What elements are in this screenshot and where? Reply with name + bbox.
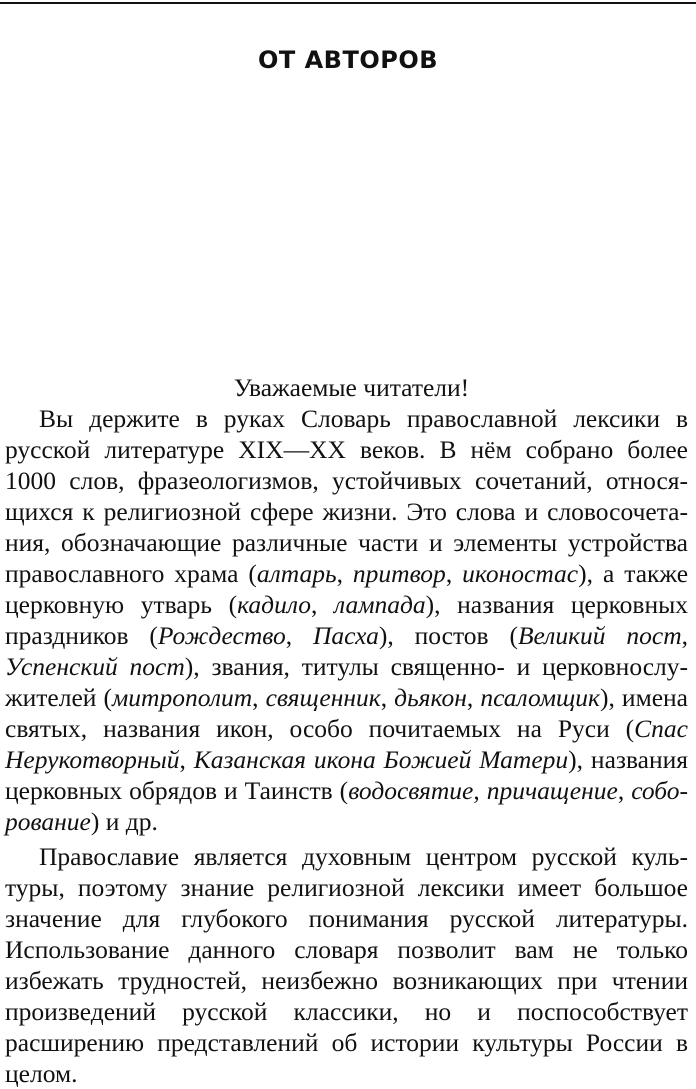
term: алтарь — [256, 559, 337, 588]
term: псаломщик — [480, 683, 600, 712]
text-run: ), звания, титулы священно- и церковнослужителей ( — [5, 652, 688, 712]
body-text — [5, 372, 688, 1089]
text-run: , — [681, 621, 688, 650]
term: кадило — [237, 590, 311, 619]
text-run: , — [466, 683, 481, 712]
text-run: , — [445, 559, 463, 588]
term: водосвятие — [348, 776, 474, 805]
term: причащение — [486, 776, 618, 805]
text-run: ), постов ( — [378, 621, 518, 650]
term: Спас Нерукотворный — [5, 714, 688, 774]
term: притвор — [352, 559, 446, 588]
term: Пасха — [313, 621, 379, 650]
term: митрополит — [112, 683, 253, 712]
text-run: ), имена святых, названия икон, особо почитаемых на Руси ( — [5, 683, 688, 743]
text-run: , — [311, 590, 335, 619]
page-title: ОТ АВТОРОВ — [257, 46, 439, 74]
text-run: , — [252, 683, 266, 712]
text-run: , — [617, 776, 632, 805]
term: лампада — [334, 590, 426, 619]
text-run: , — [380, 683, 395, 712]
text-run: , — [473, 776, 487, 805]
term: дьякон — [394, 683, 467, 712]
text-run: , — [179, 745, 194, 774]
term: священник — [265, 683, 381, 712]
term: Великий пост — [517, 621, 682, 650]
paragraph-1 — [5, 403, 688, 837]
top-rule — [0, 2, 696, 4]
text-run: ), названия церковных обрядов и Таинств ( — [5, 745, 689, 805]
term: соборование — [5, 776, 689, 836]
text-run: ), а также церковную утварь ( — [5, 559, 689, 619]
term: Успенский пост — [5, 652, 185, 681]
term: иконостас — [462, 559, 579, 588]
text-run: , — [336, 559, 353, 588]
text-run: ), названия церковных праздников ( — [5, 590, 689, 650]
paragraph-2: Православие является духовным центром русской культуры, поэтому знание религиозной лексики имеет большое значение для глубокого понимания русской литературы. Использование данного словаря позволит вам не только избежать трудностей, неизбежно возникающих при чтении произведений русской классики, но и поспособствует расширению представлений об истории культуры России в целом. — [5, 842, 688, 1088]
term: Казанская икона Божией Матери — [193, 745, 569, 774]
term: Рождество — [157, 621, 286, 650]
text-run: Вы держите в руках Словарь православной лексики в русской литературе XIX—XX веков. В нём собрано более 1000 слов, фразеологизмов, устойчивых сочетаний, относящихся к религиозной сфере жизни. Это слова и словосочетания, обозначающие различные части и элементы устройства православного храма ( — [5, 404, 688, 588]
text-run: , — [285, 621, 313, 650]
greeting: Уважаемые читатели! — [233, 373, 470, 402]
text-run: ) и др. — [90, 807, 158, 836]
